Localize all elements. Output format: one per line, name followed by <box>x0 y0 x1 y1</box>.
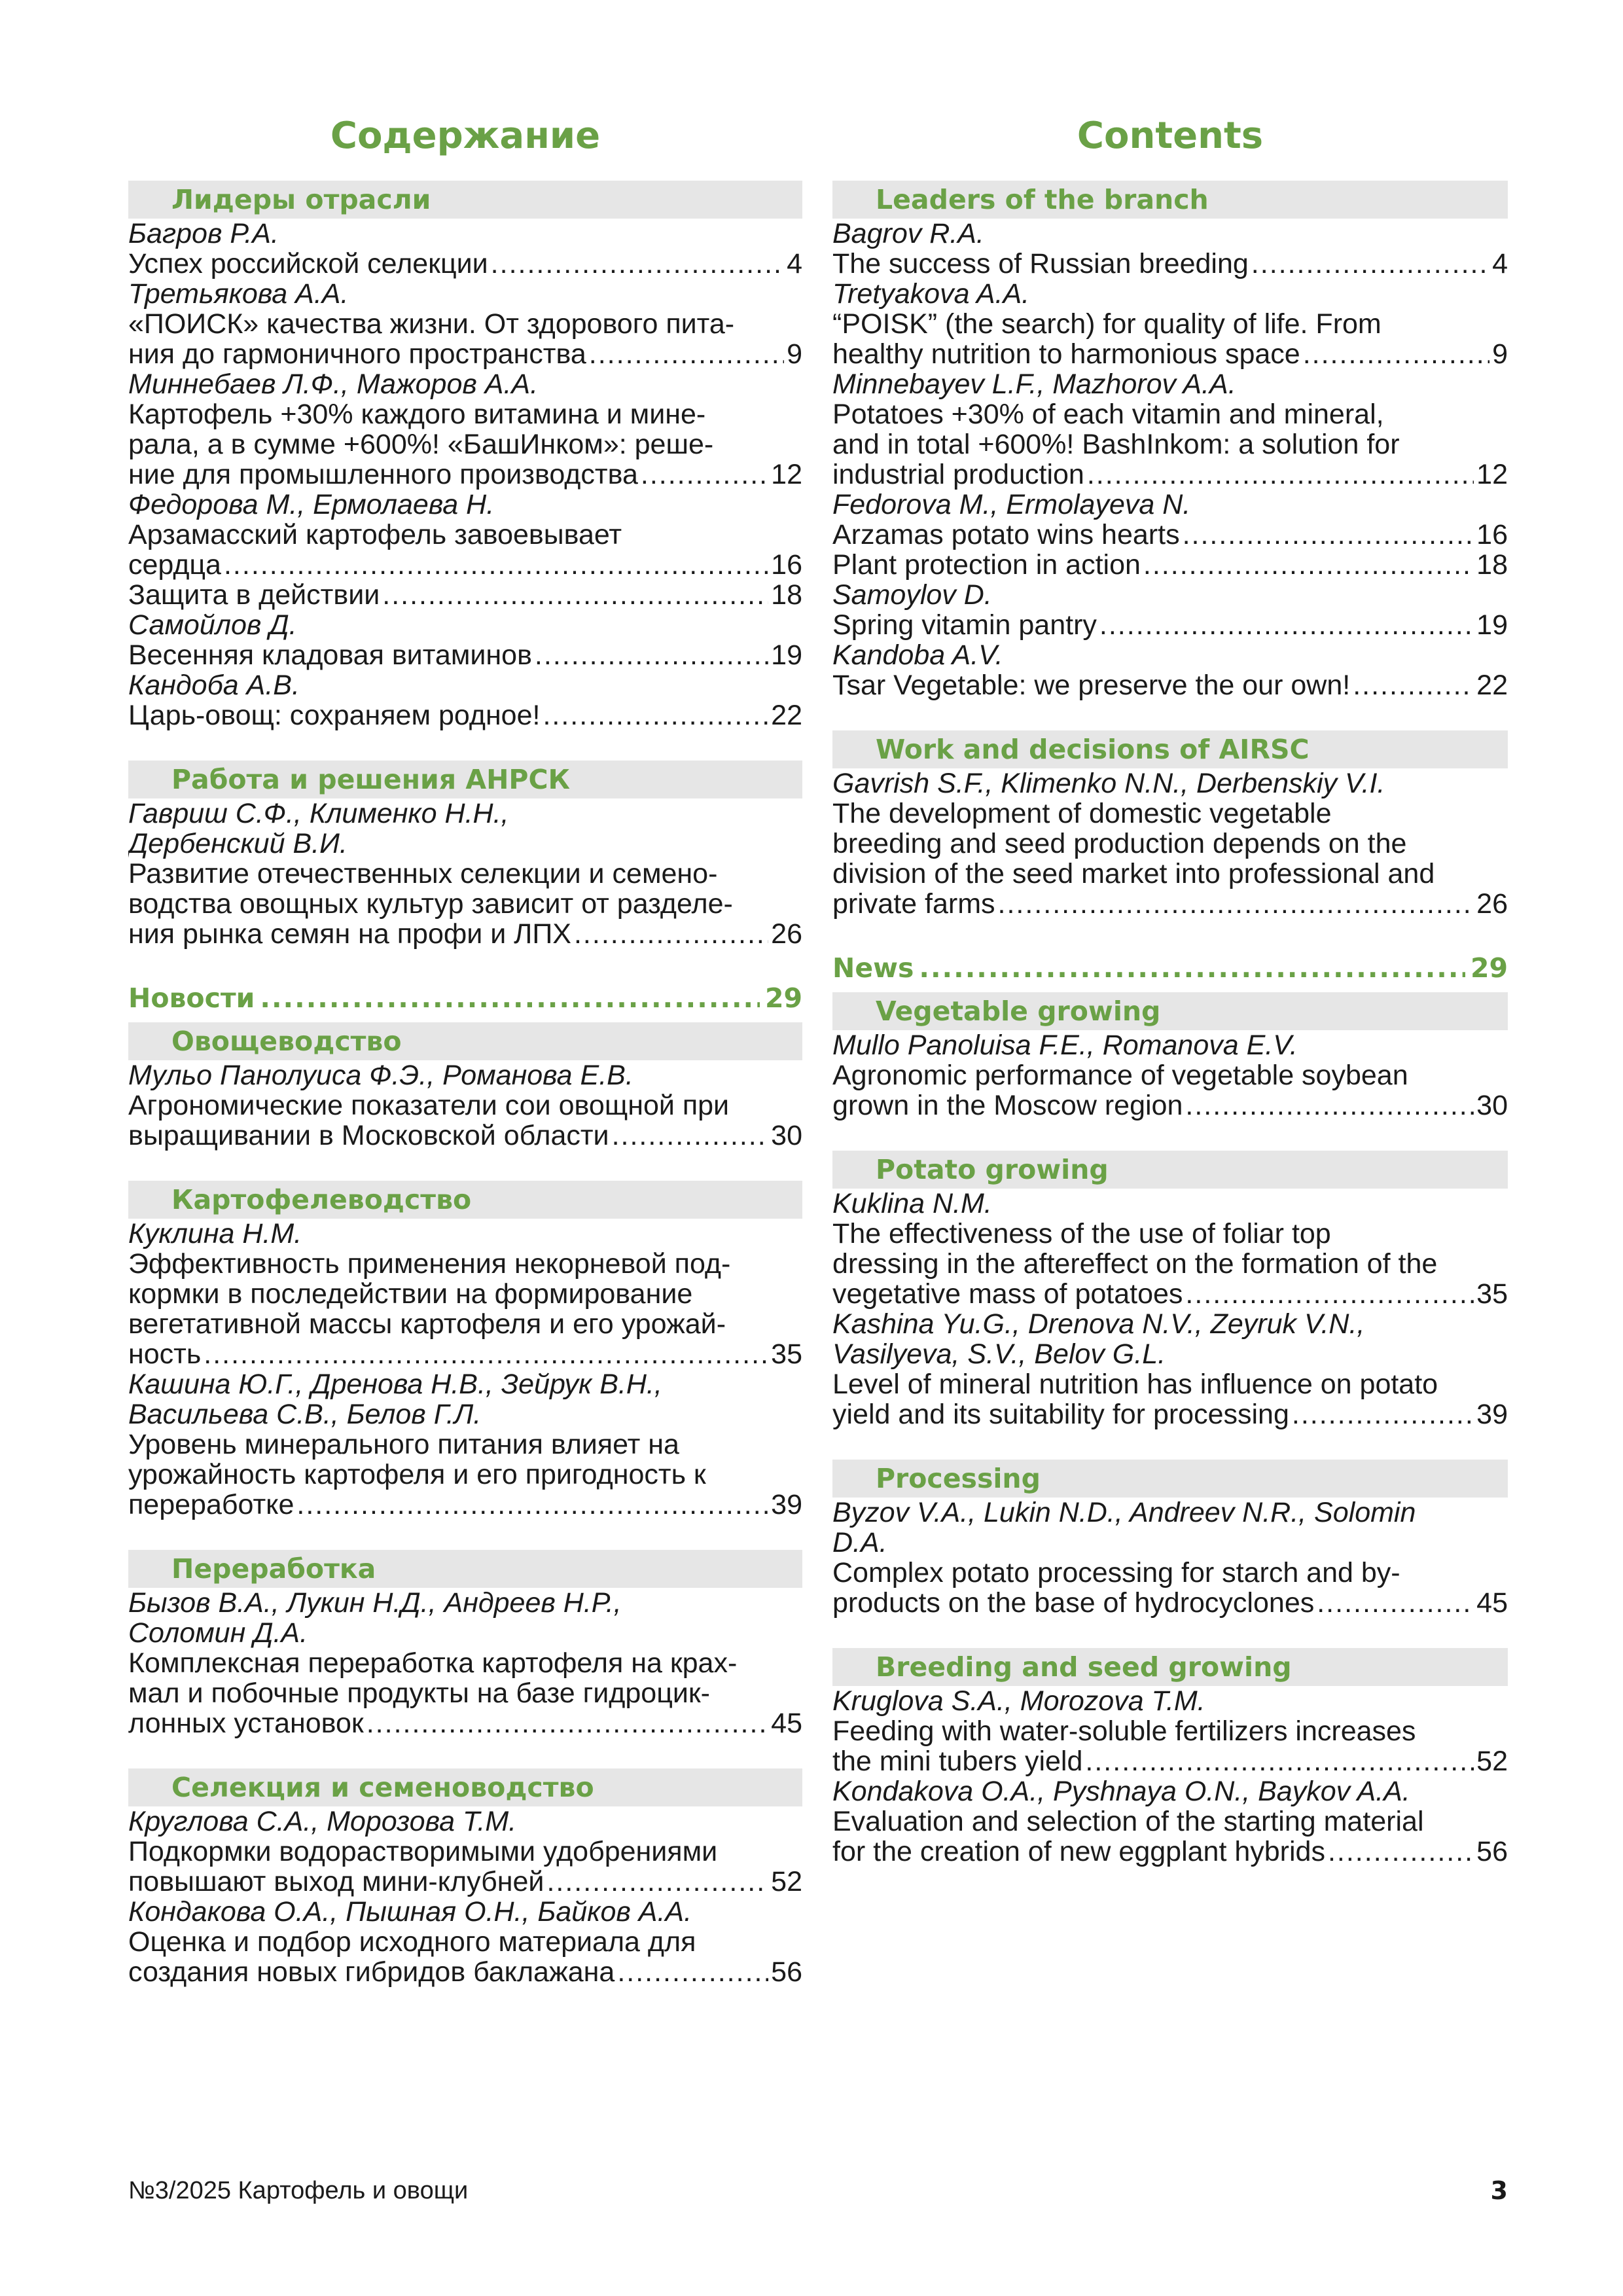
article-title: ния до гармоничного пространства <box>128 338 586 370</box>
dot-leader <box>617 1957 768 1987</box>
page-number: 19 <box>771 639 802 671</box>
article-authors: Kruglova S.A., Morozova T.M. <box>832 1686 1205 1716</box>
article-entry[interactable] <box>832 610 1508 640</box>
dot-leader <box>546 1867 768 1897</box>
section-heading: Potato growing <box>832 1151 1508 1189</box>
article-authors: Бызов В.А., Лукин Н.Д., Андреев Н.Р., <box>128 1588 622 1618</box>
article-title: повышают выход мини-клубней <box>128 1866 544 1897</box>
article-title: yield and its suitability for processing <box>832 1399 1289 1430</box>
page-number: 9 <box>787 338 802 370</box>
article-title-line: “POISK” (the search) for quality of life. From <box>832 309 1382 339</box>
page-number: 16 <box>1476 519 1508 550</box>
dot-leader <box>1185 1090 1474 1121</box>
article-title-line: Оценка и подбор исходного материала для <box>128 1927 696 1957</box>
article-entry[interactable] <box>128 459 802 490</box>
article-entry[interactable] <box>128 550 802 580</box>
dot-leader <box>1353 670 1474 700</box>
article-entry[interactable] <box>128 1867 802 1897</box>
article-entry[interactable] <box>128 1121 802 1151</box>
article-title: the mini tubers yield <box>832 1746 1083 1777</box>
article-authors: Bagrov R.A. <box>832 219 984 249</box>
column-title: Содержание <box>330 115 601 157</box>
article-authors: Круглова С.А., Морозова Т.М. <box>128 1806 517 1837</box>
dot-leader <box>1143 550 1474 580</box>
section-heading: Work and decisions of AIRSC <box>832 730 1508 768</box>
article-authors: Третьякова А.А. <box>128 279 349 309</box>
article-title: grown in the Moscow region <box>832 1090 1183 1121</box>
article-title: лонных установок <box>128 1708 364 1739</box>
news-entry[interactable] <box>128 979 802 1017</box>
article-entry[interactable] <box>128 919 802 949</box>
article-authors: Kashina Yu.G., Drenova N.V., Zeyruk V.N., <box>832 1309 1365 1339</box>
article-title-line: Potatoes +30% of each vitamin and mineral, <box>832 399 1384 429</box>
section-spacer <box>128 730 802 761</box>
article-authors: Fedorova M., Ermolayeva N. <box>832 490 1191 520</box>
page-number: 12 <box>1476 459 1508 490</box>
page-number: 19 <box>1476 609 1508 641</box>
section-spacer <box>832 987 1508 992</box>
article-title: Царь-овощ: сохраняем родное! <box>128 700 541 731</box>
section-heading: Лидеры отрасли <box>128 181 802 219</box>
article-entry[interactable] <box>832 1090 1508 1121</box>
article-authors: Федорова М., Ермолаева Н. <box>128 490 495 520</box>
article-title-line: Картофель +30% каждого витамина и мине- <box>128 399 706 429</box>
section-spacer <box>128 1520 802 1550</box>
article-authors: Миннебаев Л.Ф., Мажоров А.А. <box>128 369 539 399</box>
footer-page-number: 3 <box>1490 2176 1508 2205</box>
article-authors: Самойлов Д. <box>128 610 297 640</box>
article-title: Успех российской селекции <box>128 248 488 279</box>
article-entry[interactable] <box>832 520 1508 550</box>
article-title-line: Агрономические показатели сои овощной при <box>128 1090 730 1121</box>
article-title-line: and in total +600%! BashInkom: a solution for <box>832 429 1400 459</box>
section-spacer <box>832 1121 1508 1151</box>
dot-leader <box>1292 1399 1474 1429</box>
article-title-line: breeding and seed production depends on the <box>832 829 1407 859</box>
article-authors: Kuklina N.M. <box>832 1189 992 1219</box>
article-entry[interactable] <box>832 249 1508 279</box>
page-number: 39 <box>1476 1399 1508 1430</box>
article-authors: Кондакова О.А., Пышная О.Н., Байков А.А. <box>128 1897 692 1927</box>
section-heading: Картофелеводство <box>128 1181 802 1219</box>
article-authors: Mullo Panoluisa F.E., Romanova E.V. <box>832 1030 1298 1060</box>
article-title-line: The effectiveness of the use of foliar top <box>832 1219 1331 1249</box>
page-number: 9 <box>1492 338 1508 370</box>
dot-leader <box>1328 1837 1474 1867</box>
article-title-line: Evaluation and selection of the starting material <box>832 1806 1424 1837</box>
page-number: 52 <box>1476 1746 1508 1777</box>
page-number: 56 <box>771 1956 802 1988</box>
article-title-line: Agronomic performance of vegetable soybean <box>832 1060 1408 1090</box>
section-spacer <box>128 1017 802 1022</box>
article-title: for the creation of new eggplant hybrids <box>832 1836 1325 1867</box>
dot-leader <box>1303 339 1489 369</box>
article-title: The success of Russian breeding <box>832 248 1249 279</box>
dot-leader <box>1183 520 1474 550</box>
article-title: выращивании в Московской области <box>128 1120 609 1151</box>
article-title-line: мал и побочные продукты на базе гидроцик- <box>128 1678 710 1708</box>
section-spacer <box>128 949 802 979</box>
dot-leader <box>589 339 784 369</box>
article-title-line: Развитие отечественных селекции и семено- <box>128 859 718 889</box>
article-title: Tsar Vegetable: we preserve the our own! <box>832 670 1351 701</box>
article-title-line: Level of mineral nutrition has influence on potato <box>832 1369 1438 1399</box>
article-authors: Кашина Ю.Г., Дренова Н.В., Зейрук В.Н., <box>128 1369 662 1399</box>
article-entry[interactable] <box>832 1279 1508 1309</box>
article-title: vegetative mass of potatoes <box>832 1278 1183 1310</box>
article-authors: Дербенский В.И. <box>128 829 348 859</box>
page-number: 45 <box>771 1708 802 1739</box>
dot-leader <box>382 580 768 610</box>
article-title-line: Комплексная переработка картофеля на крах- <box>128 1648 738 1678</box>
article-authors: Minnebayev L.F., Mazhorov A.A. <box>832 369 1236 399</box>
article-title-line: рала, а в сумме +600%! «БашИнком»: реше- <box>128 429 714 459</box>
page-number: 18 <box>771 579 802 611</box>
article-authors: Соломин Д.А. <box>128 1618 308 1648</box>
dot-leader <box>998 889 1474 919</box>
article-title-line: The development of domestic vegetable <box>832 798 1332 829</box>
section-spacer <box>832 919 1508 949</box>
contents-column-russian <box>128 111 802 1987</box>
section-heading: Переработка <box>128 1550 802 1588</box>
section-heading: Breeding and seed growing <box>832 1648 1508 1686</box>
page-number: 56 <box>1476 1836 1508 1867</box>
article-authors: Васильева С.В., Белов Г.Л. <box>128 1399 482 1429</box>
page-number: 4 <box>787 248 802 279</box>
article-title: ность <box>128 1338 202 1370</box>
dot-leader <box>366 1708 768 1738</box>
page-number: 22 <box>1476 670 1508 701</box>
page-number: 30 <box>1476 1090 1508 1121</box>
section-heading: Овощеводство <box>128 1022 802 1060</box>
footer-journal-issue: №3/2025 Картофель и овощи <box>128 2177 469 2204</box>
dot-leader <box>1087 459 1474 490</box>
page-number: 4 <box>1492 248 1508 279</box>
article-title-line: вегетативной массы картофеля и его урожай- <box>128 1309 726 1339</box>
article-title-line: водства овощных культур зависит от разделе- <box>128 889 733 919</box>
dot-leader <box>1185 1279 1474 1309</box>
page-number: 52 <box>771 1866 802 1897</box>
article-title: healthy nutrition to harmonious space <box>832 338 1300 370</box>
dot-leader <box>1085 1746 1474 1776</box>
article-entry[interactable] <box>128 640 802 670</box>
article-title: сердца <box>128 549 221 581</box>
article-entry[interactable] <box>832 1588 1508 1618</box>
article-title: Plant protection in action <box>832 549 1141 581</box>
section-heading: Селекция и семеноводство <box>128 1768 802 1806</box>
column-title: Contents <box>1077 115 1264 157</box>
page-number: 35 <box>1476 1278 1508 1310</box>
article-entry[interactable] <box>832 339 1508 369</box>
page-number: 16 <box>771 549 802 581</box>
article-entry[interactable] <box>128 580 802 610</box>
dot-leader <box>1099 610 1474 640</box>
contents-column-english <box>832 111 1508 1867</box>
dot-leader <box>612 1121 769 1151</box>
article-entry[interactable] <box>128 700 802 730</box>
page-number: 12 <box>771 459 802 490</box>
article-title-line: «ПОИСК» качества жизни. От здорового пита- <box>128 309 735 339</box>
section-spacer <box>128 1151 802 1181</box>
article-title-line: Эффективность применения некорневой под- <box>128 1249 731 1279</box>
news-label: News <box>832 952 914 984</box>
article-title: Весенняя кладовая витаминов <box>128 639 532 671</box>
article-entry[interactable] <box>128 339 802 369</box>
article-title-line: Подкормки водорастворимыми удобрениями <box>128 1837 718 1867</box>
article-title: Arzamas potato wins hearts <box>832 519 1180 550</box>
article-entry[interactable] <box>128 1957 802 1987</box>
article-title-line: Уровень минерального питания влияет на <box>128 1429 679 1460</box>
article-entry[interactable] <box>128 1708 802 1738</box>
article-entry[interactable] <box>832 670 1508 700</box>
article-title: переработке <box>128 1489 294 1520</box>
section-spacer <box>832 1618 1508 1648</box>
article-title-line: dressing in the aftereffect on the formation of the <box>832 1249 1438 1279</box>
article-title: Защита в действии <box>128 579 380 611</box>
article-authors: Gavrish S.F., Klimenko N.N., Derbenskiy V.I. <box>832 768 1385 798</box>
page-number: 39 <box>771 1489 802 1520</box>
article-entry[interactable] <box>128 1490 802 1520</box>
article-authors: Samoylov D. <box>832 580 992 610</box>
section-heading: Leaders of the branch <box>832 181 1508 219</box>
article-title: ния рынка семян на профи и ЛПХ <box>128 918 571 950</box>
section-spacer <box>832 700 1508 730</box>
article-authors: Гавриш С.Ф., Клименко Н.Н., <box>128 798 509 829</box>
section-heading: Vegetable growing <box>832 992 1508 1030</box>
page-number: 45 <box>1476 1587 1508 1619</box>
article-authors: D.A. <box>832 1528 887 1558</box>
article-authors: Byzov V.A., Lukin N.D., Andreev N.R., Solomin <box>832 1498 1416 1528</box>
article-authors: Куклина Н.М. <box>128 1219 302 1249</box>
page-number: 18 <box>1476 549 1508 581</box>
article-title-line: кормки в последействии на формирование <box>128 1279 693 1309</box>
article-authors: Tretyakova A.A. <box>832 279 1030 309</box>
section-heading: Работа и решения АНРСК <box>128 761 802 798</box>
dot-leader <box>1251 249 1489 279</box>
page-number: 29 <box>764 982 802 1014</box>
page-number: 26 <box>771 918 802 950</box>
dot-leader <box>574 919 768 949</box>
article-title-line: Complex potato processing for starch and by- <box>832 1558 1400 1588</box>
dot-leader <box>543 700 768 730</box>
article-title: private farms <box>832 888 995 920</box>
dot-leader <box>919 949 1465 987</box>
article-title: создания новых гибридов баклажана <box>128 1956 615 1988</box>
dot-leader <box>1317 1588 1474 1618</box>
article-authors: Kondakova O.A., Pyshnaya O.N., Baykov A.A. <box>832 1776 1410 1806</box>
news-entry[interactable] <box>832 949 1508 987</box>
page-number: 30 <box>771 1120 802 1151</box>
news-label: Новости <box>128 982 255 1014</box>
article-title: industrial production <box>832 459 1084 490</box>
article-title-line: Feeding with water-soluble fertilizers increases <box>832 1716 1416 1746</box>
article-title: Spring vitamin pantry <box>832 609 1097 641</box>
article-entry[interactable] <box>832 1399 1508 1429</box>
article-authors: Kandoba A.V. <box>832 640 1003 670</box>
article-entry[interactable] <box>832 550 1508 580</box>
article-entry[interactable] <box>832 889 1508 919</box>
dot-leader <box>641 459 768 490</box>
article-title: products on the base of hydrocyclones <box>832 1587 1315 1619</box>
article-title-line: division of the seed market into professional and <box>832 859 1435 889</box>
dot-leader <box>491 249 784 279</box>
page-number: 35 <box>771 1338 802 1370</box>
page-number: 29 <box>1470 952 1508 984</box>
dot-leader <box>535 640 768 670</box>
article-title: ние для промышленного производства <box>128 459 638 490</box>
article-authors: Vasilyeva, S.V., Belov G.L. <box>832 1339 1166 1369</box>
dot-leader <box>204 1339 768 1369</box>
section-spacer <box>832 1429 1508 1460</box>
page-number: 22 <box>771 700 802 731</box>
page-number: 26 <box>1476 888 1508 920</box>
article-entry[interactable] <box>832 1746 1508 1776</box>
article-entry[interactable] <box>832 459 1508 490</box>
dot-leader <box>224 550 768 580</box>
dot-leader <box>296 1490 768 1520</box>
section-spacer <box>128 1738 802 1768</box>
article-title-line: урожайность картофеля и его пригодность к <box>128 1460 706 1490</box>
dot-leader <box>260 979 760 1017</box>
article-authors: Багров Р.А. <box>128 219 279 249</box>
section-heading: Processing <box>832 1460 1508 1498</box>
article-authors: Мульо Панолуиса Ф.Э., Романова Е.В. <box>128 1060 633 1090</box>
article-entry[interactable] <box>128 249 802 279</box>
article-authors: Кандоба А.В. <box>128 670 300 700</box>
article-entry[interactable] <box>832 1837 1508 1867</box>
article-title-line: Арзамасский картофель завоевывает <box>128 520 622 550</box>
article-entry[interactable] <box>128 1339 802 1369</box>
